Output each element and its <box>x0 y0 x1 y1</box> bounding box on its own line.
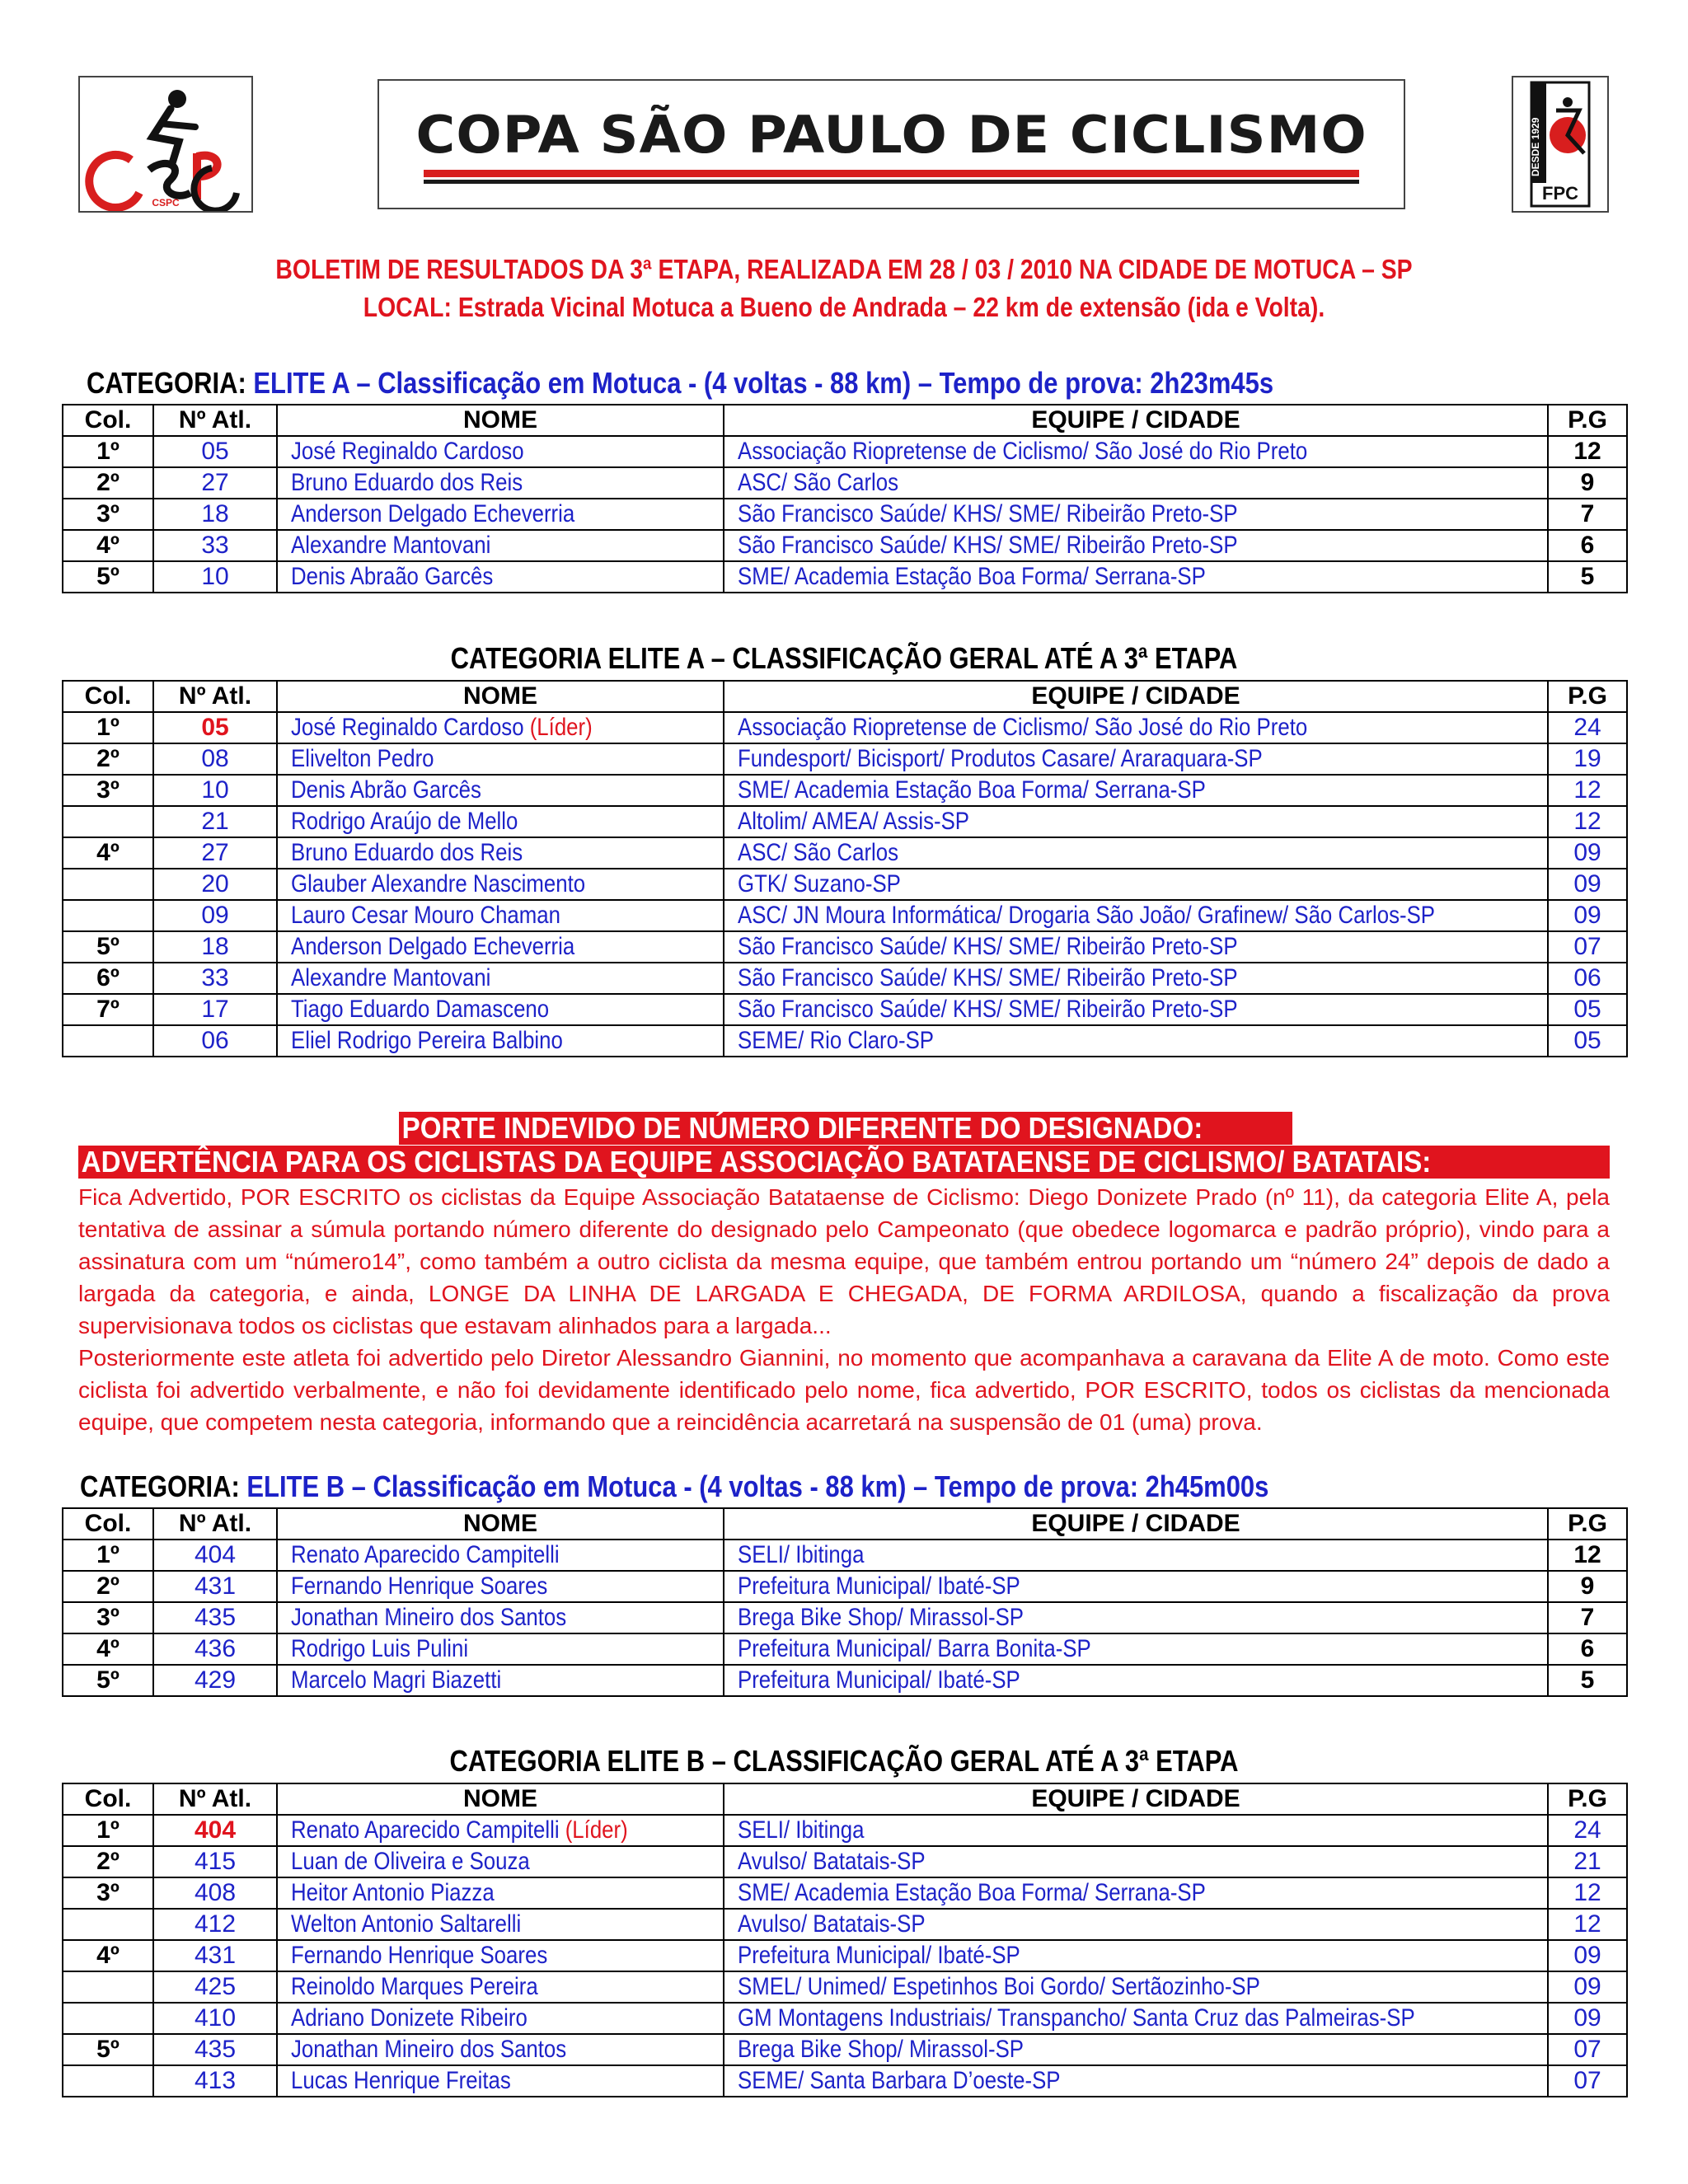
team-city-cell <box>724 1540 1548 1571</box>
position-cell: 5º <box>63 931 153 963</box>
team-city-cell-text: SELI/ Ibitinga <box>738 1816 865 1844</box>
team-city-cell-text: São Francisco Saúde/ KHS/ SME/ Ribeirão Preto-SP <box>738 532 1238 559</box>
team-city-cell <box>724 2034 1548 2065</box>
fpc-logo <box>1512 76 1609 213</box>
athlete-number-cell: 415 <box>153 1846 277 1877</box>
table-row <box>63 2003 1627 2034</box>
warning-paragraph-2: Posteriormente este atleta foi advertido pelo Diretor Alessandro Giannini, no momento que acompanhava a caravana da Elite A de moto. Como este ciclista foi advertido verbalmente, e não foi devidamente identificado pelo nome, fica advertido, POR ESCRITO, todos os ciclistas da mencionada equipe, que competem nesta categoria, informando que a reincidência acarretará na suspensão de 01 (uma) prova. <box>78 1345 1610 1435</box>
points-cell: 19 <box>1548 743 1627 775</box>
table-row <box>63 1571 1627 1602</box>
table-row <box>63 530 1627 561</box>
athlete-number-cell: 33 <box>153 963 277 994</box>
athlete-name-cell-text: Adriano Donizete Ribeiro <box>291 2004 528 2032</box>
cyclist-logo-icon <box>80 77 251 211</box>
athlete-number-cell: 05 <box>153 712 277 743</box>
team-city-cell <box>724 1846 1548 1877</box>
points-cell: 6 <box>1548 1633 1627 1665</box>
position-cell <box>63 869 153 900</box>
points-cell: 9 <box>1548 1571 1627 1602</box>
fpc-emblem-icon <box>1513 77 1607 211</box>
athlete-name-cell-text: Heitor Antonio Piazza <box>291 1879 495 1906</box>
points-cell: 12 <box>1548 436 1627 467</box>
position-cell <box>63 2065 153 2097</box>
athlete-number-cell: 20 <box>153 869 277 900</box>
position-cell: 3º <box>63 499 153 530</box>
athlete-name-cell-text: Bruno Eduardo dos Reis <box>291 469 523 496</box>
col-header-col: Col. <box>63 1508 153 1540</box>
team-city-cell <box>724 994 1548 1025</box>
table-row <box>63 931 1627 963</box>
points-cell: 09 <box>1548 837 1627 869</box>
athlete-name-cell-text: Marcelo Magri Biazetti <box>291 1666 502 1694</box>
position-cell <box>63 806 153 837</box>
team-city-cell-text: GTK/ Suzano-SP <box>738 870 901 898</box>
table-row <box>63 1971 1627 2003</box>
team-city-cell <box>724 2003 1548 2034</box>
athlete-name-cell-text: Elivelton Pedro <box>291 745 434 772</box>
points-cell: 7 <box>1548 499 1627 530</box>
table-row <box>63 1815 1627 1846</box>
points-cell: 5 <box>1548 561 1627 593</box>
athlete-name-cell <box>277 1602 724 1633</box>
warning-title-1 <box>399 1112 1292 1145</box>
athlete-number-cell: 06 <box>153 1025 277 1057</box>
elite-b-stage-heading <box>80 1469 1268 1504</box>
team-city-cell-text: SELI/ Ibitinga <box>738 1541 865 1568</box>
team-city-cell <box>724 2065 1548 2097</box>
athlete-name-cell <box>277 1665 724 1696</box>
table-row <box>63 2065 1627 2097</box>
athlete-number-cell: 08 <box>153 743 277 775</box>
athlete-number-cell: 435 <box>153 2034 277 2065</box>
team-city-cell-text: Prefeitura Municipal/ Ibaté-SP <box>738 1942 1020 1969</box>
athlete-name-cell <box>277 963 724 994</box>
athlete-name-cell-text: Jonathan Mineiro dos Santos <box>291 2036 567 2063</box>
athlete-name-cell <box>277 1540 724 1571</box>
table-row <box>63 2034 1627 2065</box>
table-row <box>63 900 1627 931</box>
athlete-name-cell-text: Jonathan Mineiro dos Santos <box>291 1604 567 1631</box>
team-city-cell <box>724 775 1548 806</box>
athlete-name-cell-text: Rodrigo Luis Pulini <box>291 1635 469 1662</box>
col-header-team: EQUIPE / CIDADE <box>724 681 1548 712</box>
table-header-row <box>63 681 1627 712</box>
leader-tag: (Líder) <box>523 714 593 741</box>
athlete-name-text: José Reginaldo Cardoso <box>291 714 524 741</box>
position-cell <box>63 1025 153 1057</box>
team-city-cell-text: São Francisco Saúde/ KHS/ SME/ Ribeirão Preto-SP <box>738 996 1238 1023</box>
warning-title-1-text: PORTE INDEVIDO DE NÚMERO DIFERENTE DO DESIGNADO: <box>401 1111 1203 1145</box>
athlete-number-cell: 404 <box>153 1815 277 1846</box>
category-label: CATEGORIA: <box>80 1469 240 1503</box>
col-header-col: Col. <box>63 1783 153 1815</box>
warning-title-2 <box>78 1146 1610 1179</box>
position-cell: 3º <box>63 775 153 806</box>
table-row <box>63 775 1627 806</box>
position-cell: 3º <box>63 1877 153 1909</box>
col-header-col: Col. <box>63 405 153 436</box>
col-header-pg: P.G <box>1548 1783 1627 1815</box>
position-cell: 4º <box>63 1633 153 1665</box>
position-cell: 4º <box>63 1940 153 1971</box>
category-label: CATEGORIA: <box>87 366 246 400</box>
col-header-pg: P.G <box>1548 405 1627 436</box>
col-header-num: Nº Atl. <box>153 1783 277 1815</box>
team-city-cell-text: Altolim/ AMEA/ Assis-SP <box>738 808 970 835</box>
team-city-cell-text: SEME/ Santa Barbara D’oeste-SP <box>738 2067 1061 2094</box>
athlete-name-cell <box>277 869 724 900</box>
athlete-name-cell-text <box>291 714 593 742</box>
table-row <box>63 743 1627 775</box>
athlete-number-cell: 05 <box>153 436 277 467</box>
athlete-name-cell <box>277 743 724 775</box>
position-cell: 1º <box>63 712 153 743</box>
team-city-cell <box>724 1602 1548 1633</box>
athlete-number-cell: 17 <box>153 994 277 1025</box>
elite-a-general-table <box>62 680 1628 1057</box>
team-city-cell-text: Prefeitura Municipal/ Ibaté-SP <box>738 1572 1020 1600</box>
bulletin-line-1: BOLETIM DE RESULTADOS DA 3ª ETAPA, REALIZADA EM 28 / 03 / 2010 NA CIDADE DE MOTUCA – SP <box>275 254 1413 284</box>
elite-b-stage-table <box>62 1507 1628 1697</box>
col-header-num: Nº Atl. <box>153 405 277 436</box>
table-row <box>63 436 1627 467</box>
athlete-number-cell: 410 <box>153 2003 277 2034</box>
athlete-name-cell <box>277 1877 724 1909</box>
warning-title-2-text: ADVERTÊNCIA PARA OS CICLISTAS DA EQUIPE ASSOCIAÇÃO BATATAENSE DE CICLISMO/ BATATAIS: <box>81 1145 1432 1179</box>
points-cell: 5 <box>1548 1665 1627 1696</box>
team-city-cell-text: São Francisco Saúde/ KHS/ SME/ Ribeirão Preto-SP <box>738 500 1238 527</box>
team-city-cell-text: ASC/ São Carlos <box>738 469 899 496</box>
team-city-cell-text: Avulso/ Batatais-SP <box>738 1910 926 1938</box>
table-row <box>63 994 1627 1025</box>
points-cell: 12 <box>1548 1877 1627 1909</box>
athlete-number-cell: 431 <box>153 1940 277 1971</box>
table-row <box>63 1909 1627 1940</box>
athlete-name-cell <box>277 436 724 467</box>
athlete-name-cell <box>277 1633 724 1665</box>
athlete-name-cell <box>277 775 724 806</box>
team-city-cell-text: Associação Riopretense de Ciclismo/ São José do Rio Preto <box>738 714 1308 741</box>
points-cell: 24 <box>1548 712 1627 743</box>
points-cell: 9 <box>1548 467 1627 499</box>
athlete-name-cell-text: José Reginaldo Cardoso <box>291 438 524 465</box>
athlete-number-cell: 33 <box>153 530 277 561</box>
athlete-name-cell-text: Denis Abrão Garcês <box>291 776 481 804</box>
team-city-cell-text: ASC/ JN Moura Informática/ Drogaria São João/ Grafinew/ São Carlos-SP <box>738 902 1436 929</box>
position-cell: 7º <box>63 994 153 1025</box>
athlete-name-cell <box>277 530 724 561</box>
athlete-name-cell <box>277 931 724 963</box>
table-row <box>63 1846 1627 1877</box>
team-city-cell-text: São Francisco Saúde/ KHS/ SME/ Ribeirão Preto-SP <box>738 933 1238 960</box>
athlete-number-cell: 18 <box>153 931 277 963</box>
athlete-name-cell <box>277 1909 724 1940</box>
athlete-name-cell <box>277 467 724 499</box>
team-city-cell <box>724 1025 1548 1057</box>
elite-b-general-heading: CATEGORIA ELITE B – CLASSIFICAÇÃO GERAL ATÉ A 3ª ETAPA <box>449 1744 1239 1778</box>
table-row <box>63 1877 1627 1909</box>
team-city-cell-text: Brega Bike Shop/ Mirassol-SP <box>738 2036 1025 2063</box>
points-cell: 06 <box>1548 963 1627 994</box>
team-city-cell <box>724 1815 1548 1846</box>
points-cell: 09 <box>1548 1940 1627 1971</box>
col-header-name: NOME <box>277 1783 724 1815</box>
athlete-name-cell-text: Anderson Delgado Echeverria <box>291 933 575 960</box>
athlete-name-cell-text: Eliel Rodrigo Pereira Balbino <box>291 1027 563 1054</box>
points-cell: 09 <box>1548 2003 1627 2034</box>
team-city-cell <box>724 712 1548 743</box>
table-header-row <box>63 405 1627 436</box>
team-city-cell-text: Avulso/ Batatais-SP <box>738 1848 926 1875</box>
athlete-name-cell-text: Luan de Oliveira e Souza <box>291 1848 530 1875</box>
points-cell: 12 <box>1548 775 1627 806</box>
athlete-name-cell <box>277 837 724 869</box>
position-cell <box>63 2003 153 2034</box>
position-cell: 3º <box>63 1602 153 1633</box>
table-row <box>63 712 1627 743</box>
team-city-cell-text: Fundesport/ Bicisport/ Produtos Casare/ Araraquara-SP <box>738 745 1263 772</box>
athlete-number-cell: 18 <box>153 499 277 530</box>
athlete-number-cell: 10 <box>153 561 277 593</box>
athlete-number-cell: 408 <box>153 1877 277 1909</box>
position-cell: 4º <box>63 530 153 561</box>
athlete-name-cell <box>277 1815 724 1846</box>
team-city-cell <box>724 1909 1548 1940</box>
col-header-team: EQUIPE / CIDADE <box>724 405 1548 436</box>
team-city-cell <box>724 530 1548 561</box>
title-underline <box>424 170 1359 184</box>
athlete-number-cell: 435 <box>153 1602 277 1633</box>
col-header-name: NOME <box>277 1508 724 1540</box>
left-logo-text: CSPC <box>152 197 180 209</box>
col-header-pg: P.G <box>1548 1508 1627 1540</box>
athlete-number-cell: 27 <box>153 837 277 869</box>
team-city-cell <box>724 467 1548 499</box>
athlete-number-cell: 429 <box>153 1665 277 1696</box>
athlete-name-cell-text: Reinoldo Marques Pereira <box>291 1973 538 2000</box>
team-city-cell <box>724 1971 1548 2003</box>
col-header-num: Nº Atl. <box>153 1508 277 1540</box>
points-cell: 09 <box>1548 869 1627 900</box>
athlete-name-cell-text: Alexandre Mantovani <box>291 532 491 559</box>
team-city-cell-text: SME/ Academia Estação Boa Forma/ Serrana-SP <box>738 776 1206 804</box>
team-city-cell <box>724 743 1548 775</box>
athlete-name-cell <box>277 712 724 743</box>
position-cell: 1º <box>63 1815 153 1846</box>
position-cell: 2º <box>63 1846 153 1877</box>
athlete-name-cell-text: Bruno Eduardo dos Reis <box>291 839 523 866</box>
col-header-col: Col. <box>63 681 153 712</box>
athlete-number-cell: 10 <box>153 775 277 806</box>
position-cell <box>63 900 153 931</box>
position-cell: 5º <box>63 1665 153 1696</box>
bulletin-line-2: LOCAL: Estrada Vicinal Motuca a Bueno de Andrada – 22 km de extensão (ida e Volta). <box>363 292 1325 322</box>
athlete-name-cell <box>277 2003 724 2034</box>
athlete-name-cell <box>277 1846 724 1877</box>
team-city-cell-text: SME/ Academia Estação Boa Forma/ Serrana-SP <box>738 1879 1206 1906</box>
athlete-name-cell-text: Alexandre Mantovani <box>291 964 491 991</box>
athlete-name-cell <box>277 1940 724 1971</box>
warning-paragraph-1: Fica Advertido, POR ESCRITO os ciclistas da Equipe Associação Batataense de Ciclismo: Diego Donizete Prado (nº 11), da categoria Elite A, pela tentativa de assinar a súmula portando número diferente do designado pelo Campeonato (que obedece logomarca e padrão próprio), vindo para a assinatura com um “número14”, como também a outro ciclista da mesma equipe, que também entrou portando um “número 24” depois de dado a largada da categoria, e ainda, LONGE DA LINHA DE LARGADA E CHEGADA, DE FORMA ARDILOSA, quando a fiscalização da prova supervisionava todos os ciclistas que estavam alinhados para a largada... <box>78 1184 1610 1338</box>
athlete-number-cell: 431 <box>153 1571 277 1602</box>
elite-a-stage-table <box>62 404 1628 593</box>
athlete-name-cell-text: Lauro Cesar Mouro Chaman <box>291 902 560 929</box>
table-row <box>63 467 1627 499</box>
elite-a-stage-heading <box>87 366 1273 401</box>
points-cell: 07 <box>1548 2034 1627 2065</box>
athlete-number-cell: 09 <box>153 900 277 931</box>
points-cell: 07 <box>1548 2065 1627 2097</box>
table-row <box>63 869 1627 900</box>
team-city-cell-text: SEME/ Rio Claro-SP <box>738 1027 935 1054</box>
team-city-cell <box>724 806 1548 837</box>
team-city-cell-text: GM Montagens Industriais/ Transpancho/ Santa Cruz das Palmeiras-SP <box>738 2004 1415 2032</box>
athlete-number-cell: 425 <box>153 1971 277 2003</box>
athlete-name-cell <box>277 1571 724 1602</box>
position-cell: 5º <box>63 561 153 593</box>
team-city-cell-text: Prefeitura Municipal/ Ibaté-SP <box>738 1666 1020 1694</box>
athlete-number-cell: 413 <box>153 2065 277 2097</box>
points-cell: 12 <box>1548 1909 1627 1940</box>
athlete-name-cell-text: Rodrigo Araújo de Mello <box>291 808 518 835</box>
athlete-number-cell: 21 <box>153 806 277 837</box>
team-city-cell-text: SME/ Academia Estação Boa Forma/ Serrana-SP <box>738 563 1206 590</box>
team-city-cell <box>724 436 1548 467</box>
team-city-cell <box>724 499 1548 530</box>
athlete-name-cell-text: Welton Antonio Saltarelli <box>291 1910 522 1938</box>
table-row <box>63 499 1627 530</box>
athlete-name-cell-text: Denis Abraão Garcês <box>291 563 494 590</box>
table-header-row <box>63 1508 1627 1540</box>
category-desc: ELITE A – Classificação em Motuca - (4 voltas - 88 km) – Tempo de prova: 2h23m45s <box>246 366 1274 400</box>
team-city-cell-text: Associação Riopretense de Ciclismo/ São José do Rio Preto <box>738 438 1308 465</box>
position-cell <box>63 1909 153 1940</box>
table-row <box>63 806 1627 837</box>
table-row <box>63 1633 1627 1665</box>
team-city-cell <box>724 900 1548 931</box>
team-city-cell-text: SMEL/ Unimed/ Espetinhos Boi Gordo/ Sertãozinho-SP <box>738 1973 1260 2000</box>
team-city-cell <box>724 869 1548 900</box>
page-title: COPA SÃO PAULO DE CICLISMO <box>415 105 1367 165</box>
athlete-name-text: Renato Aparecido Campitelli <box>291 1816 560 1844</box>
points-cell: 6 <box>1548 530 1627 561</box>
athlete-name-cell-text: Fernando Henrique Soares <box>291 1572 548 1600</box>
athlete-number-cell: 412 <box>153 1909 277 1940</box>
athlete-name-cell <box>277 1971 724 2003</box>
fpc-text: FPC <box>1542 183 1578 204</box>
points-cell: 12 <box>1548 1540 1627 1571</box>
col-header-num: Nº Atl. <box>153 681 277 712</box>
position-cell: 2º <box>63 467 153 499</box>
team-city-cell <box>724 561 1548 593</box>
athlete-name-cell <box>277 2065 724 2097</box>
athlete-name-cell <box>277 806 724 837</box>
team-city-cell <box>724 1633 1548 1665</box>
fpc-motto: DESDE 1929 <box>1530 117 1541 176</box>
elite-a-general-heading: CATEGORIA ELITE A – CLASSIFICAÇÃO GERAL ATÉ A 3ª ETAPA <box>450 641 1238 675</box>
team-city-cell <box>724 837 1548 869</box>
points-cell: 05 <box>1548 1025 1627 1057</box>
title-banner <box>377 79 1405 209</box>
table-row <box>63 1025 1627 1057</box>
team-city-cell <box>724 1665 1548 1696</box>
col-header-name: NOME <box>277 681 724 712</box>
elite-b-general-table <box>62 1783 1628 2097</box>
cspc-logo <box>78 76 253 213</box>
points-cell: 24 <box>1548 1815 1627 1846</box>
team-city-cell <box>724 1877 1548 1909</box>
points-cell: 05 <box>1548 994 1627 1025</box>
athlete-name-cell-text: Renato Aparecido Campitelli <box>291 1541 560 1568</box>
table-row <box>63 1540 1627 1571</box>
position-cell: 4º <box>63 837 153 869</box>
points-cell: 09 <box>1548 900 1627 931</box>
points-cell: 7 <box>1548 1602 1627 1633</box>
table-row <box>63 1940 1627 1971</box>
col-header-team: EQUIPE / CIDADE <box>724 1783 1548 1815</box>
table-row <box>63 1665 1627 1696</box>
athlete-name-cell-text: Lucas Henrique Freitas <box>291 2067 511 2094</box>
team-city-cell-text: São Francisco Saúde/ KHS/ SME/ Ribeirão Preto-SP <box>738 964 1238 991</box>
position-cell: 2º <box>63 743 153 775</box>
table-header-row <box>63 1783 1627 1815</box>
col-header-pg: P.G <box>1548 681 1627 712</box>
position-cell: 6º <box>63 963 153 994</box>
athlete-name-cell <box>277 994 724 1025</box>
table-row <box>63 837 1627 869</box>
col-header-name: NOME <box>277 405 724 436</box>
table-row <box>63 963 1627 994</box>
team-city-cell <box>724 1571 1548 1602</box>
points-cell: 07 <box>1548 931 1627 963</box>
athlete-name-cell-text <box>291 1816 628 1844</box>
col-header-team: EQUIPE / CIDADE <box>724 1508 1548 1540</box>
team-city-cell-text: Prefeitura Municipal/ Barra Bonita-SP <box>738 1635 1091 1662</box>
position-cell: 2º <box>63 1571 153 1602</box>
athlete-number-cell: 27 <box>153 467 277 499</box>
athlete-name-cell <box>277 1025 724 1057</box>
athlete-name-cell <box>277 900 724 931</box>
category-desc: ELITE B – Classificação em Motuca - (4 voltas - 88 km) – Tempo de prova: 2h45m00s <box>239 1469 1269 1503</box>
athlete-name-cell-text: Fernando Henrique Soares <box>291 1942 548 1969</box>
athlete-number-cell: 404 <box>153 1540 277 1571</box>
athlete-name-cell-text: Tiago Eduardo Damasceno <box>291 996 550 1023</box>
team-city-cell <box>724 1940 1548 1971</box>
athlete-name-cell-text: Anderson Delgado Echeverria <box>291 500 575 527</box>
position-cell: 1º <box>63 436 153 467</box>
athlete-name-cell <box>277 561 724 593</box>
position-cell <box>63 1971 153 2003</box>
warning-body <box>78 1181 1610 1438</box>
team-city-cell <box>724 963 1548 994</box>
athlete-name-cell <box>277 499 724 530</box>
athlete-number-cell: 436 <box>153 1633 277 1665</box>
team-city-cell-text: Brega Bike Shop/ Mirassol-SP <box>738 1604 1025 1631</box>
position-cell: 5º <box>63 2034 153 2065</box>
position-cell: 1º <box>63 1540 153 1571</box>
points-cell: 09 <box>1548 1971 1627 2003</box>
leader-tag: (Líder) <box>559 1816 628 1844</box>
team-city-cell <box>724 931 1548 963</box>
table-row <box>63 561 1627 593</box>
athlete-name-cell <box>277 2034 724 2065</box>
table-row <box>63 1602 1627 1633</box>
points-cell: 12 <box>1548 806 1627 837</box>
team-city-cell-text: ASC/ São Carlos <box>738 839 899 866</box>
athlete-name-cell-text: Glauber Alexandre Nascimento <box>291 870 586 898</box>
points-cell: 21 <box>1548 1846 1627 1877</box>
